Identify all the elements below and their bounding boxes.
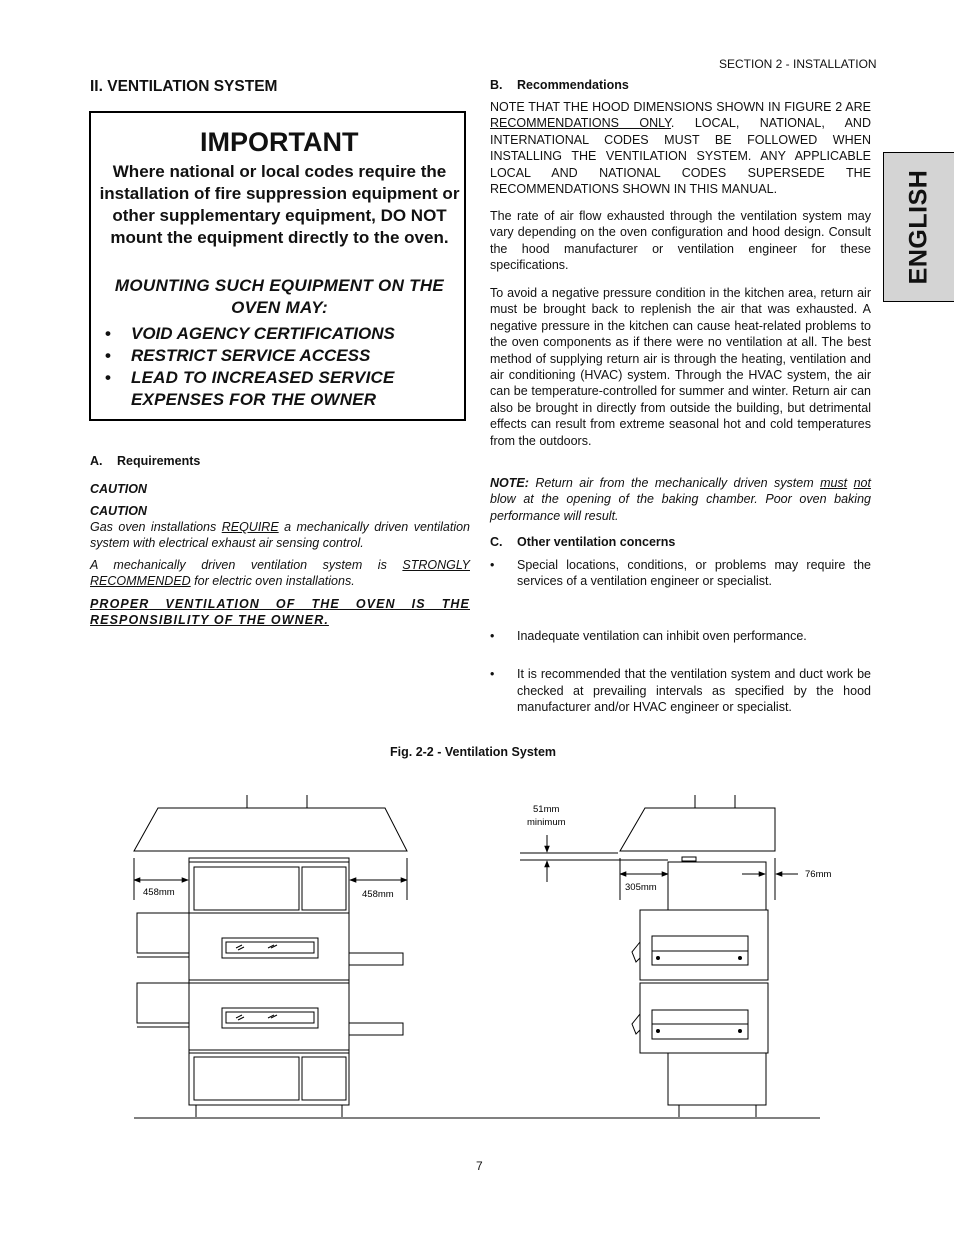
requirements-title: Requirements xyxy=(117,454,201,468)
front-oven-body xyxy=(189,858,349,1105)
front-hood xyxy=(134,808,407,851)
important-mount-warning: MOUNTING SUCH EQUIPMENT ON THE OVEN MAY: xyxy=(114,276,445,317)
text-run: for electric oven installations. xyxy=(190,574,355,589)
caution-label: CAUTION xyxy=(90,482,147,496)
bullet-icon: • xyxy=(490,667,495,682)
caution-label: CAUTION xyxy=(90,504,147,518)
concern-item-text: Inadequate ventilation can inhibit oven performance. xyxy=(517,628,807,643)
front-view xyxy=(134,795,407,1117)
language-tab-label: ENGLISH xyxy=(904,169,933,285)
bullet-icon: • xyxy=(490,628,495,643)
return-air-paragraph: To avoid a negative pressure condition in the kitchen area, return air must be brought back to replenish the air that was exhausted. A negative pressure in the kitchen can cause heat-related problems to the oven components as if there were no ventilation at all. The best method of supplying return air is through the heating, ventilation and air conditioning (HVAC) system. Through the HVAC system, the air can be temperature-controlled for summer and winter. Return air can also be brought in directly from outside the building, but detrimental effects can result from extreme seasonal hot and cold temperatures from the outdoors. xyxy=(490,286,871,448)
important-body: Where national or local codes require the installation of fire suppression equipment or other supplementary equipment, DO NOT mount the equipment directly to the oven. xyxy=(99,162,460,247)
text-run: Return air from the mechanically driven system xyxy=(528,476,821,490)
side-hood xyxy=(620,808,775,851)
underlined-text: REQUIRE xyxy=(221,520,279,534)
underlined-text: RECOMMENDATIONS ONLY xyxy=(490,116,671,131)
front-left-clearance-label: 458mm xyxy=(143,887,175,898)
figure-caption: Fig. 2-2 - Ventilation System xyxy=(390,745,557,759)
important-bullet: • VOID AGENCY CERTIFICATIONS xyxy=(101,323,461,345)
section-title: II. VENTILATION SYSTEM xyxy=(90,78,278,95)
note-label: NOTE: xyxy=(490,476,529,490)
underlined-text: STRONGLY RECOMMENDED xyxy=(90,558,470,589)
top-clearance-label: 51mm xyxy=(533,804,560,815)
text-run: blow at the opening of the baking chamber. Poor oven baking performance will result. xyxy=(490,492,871,523)
text-run: a mechanically driven ventilation system with electrical exhaust air sensing control. xyxy=(90,520,470,551)
section-header: SECTION 2 - INSTALLATION xyxy=(719,57,877,71)
right-clearance-label: 76mm xyxy=(805,869,832,880)
important-bullet: • LEAD TO INCREASED SERVICE EXPENSES FOR THE OWNER xyxy=(101,367,461,411)
text-run: NOTE THAT THE HOOD DIMENSIONS SHOWN IN FIGURE 2 ARE xyxy=(490,100,871,114)
important-bullet: • RESTRICT SERVICE ACCESS xyxy=(101,345,461,367)
page-number: 7 xyxy=(476,1159,483,1173)
rear-clearance-label: 305mm xyxy=(625,882,657,893)
underlined-text: not xyxy=(853,476,871,490)
recommendations-title: Recommendations xyxy=(517,78,629,92)
underlined-text: must xyxy=(820,476,848,490)
airflow-paragraph: The rate of air flow exhausted through the ventilation system may vary depending on the oven configuration and hood design. Consult the hood manufacturer or ventilation engineer for these specifications. xyxy=(490,209,871,273)
top-clearance-sublabel: minimum xyxy=(527,817,566,828)
other-concerns-title: Other ventilation concerns xyxy=(517,535,676,549)
front-right-clearance-label: 458mm xyxy=(362,889,394,900)
text-run: A mechanically driven ventilation system is xyxy=(90,558,403,572)
text-run: Gas oven installations xyxy=(90,520,222,534)
concern-item-text: It is recommended that the ventilation system and duct work be checked at prevailing intervals as specified by the hood manufacturer and/or HVAC engineer or specialist. xyxy=(517,667,871,715)
side-view xyxy=(520,795,798,1117)
text-run: . LOCAL, NATIONAL, AND INTERNATIONAL CODES MUST BE FOLLOWED WHEN INSTALLING THE VENTILATION SYSTEM. ANY APPLICABLE LOCAL AND NATIONAL CODES SUPERSEDE THE RECOMMENDATIONS SHOWN IN THIS MANUAL. xyxy=(490,116,871,197)
important-heading: IMPORTANT xyxy=(200,127,359,157)
bullet-icon: • xyxy=(490,558,495,572)
requirements-letter: A. xyxy=(90,454,103,468)
other-concerns-letter: C. xyxy=(490,535,503,549)
recommendations-letter: B. xyxy=(490,78,503,92)
concern-item-text: Special locations, conditions, or problems may require the services of a ventilation engineer or specialist. xyxy=(517,558,871,589)
owner-responsibility-note: PROPER VENTILATION OF THE OVEN IS THE RESPONSIBILITY OF THE OWNER. xyxy=(90,597,470,628)
